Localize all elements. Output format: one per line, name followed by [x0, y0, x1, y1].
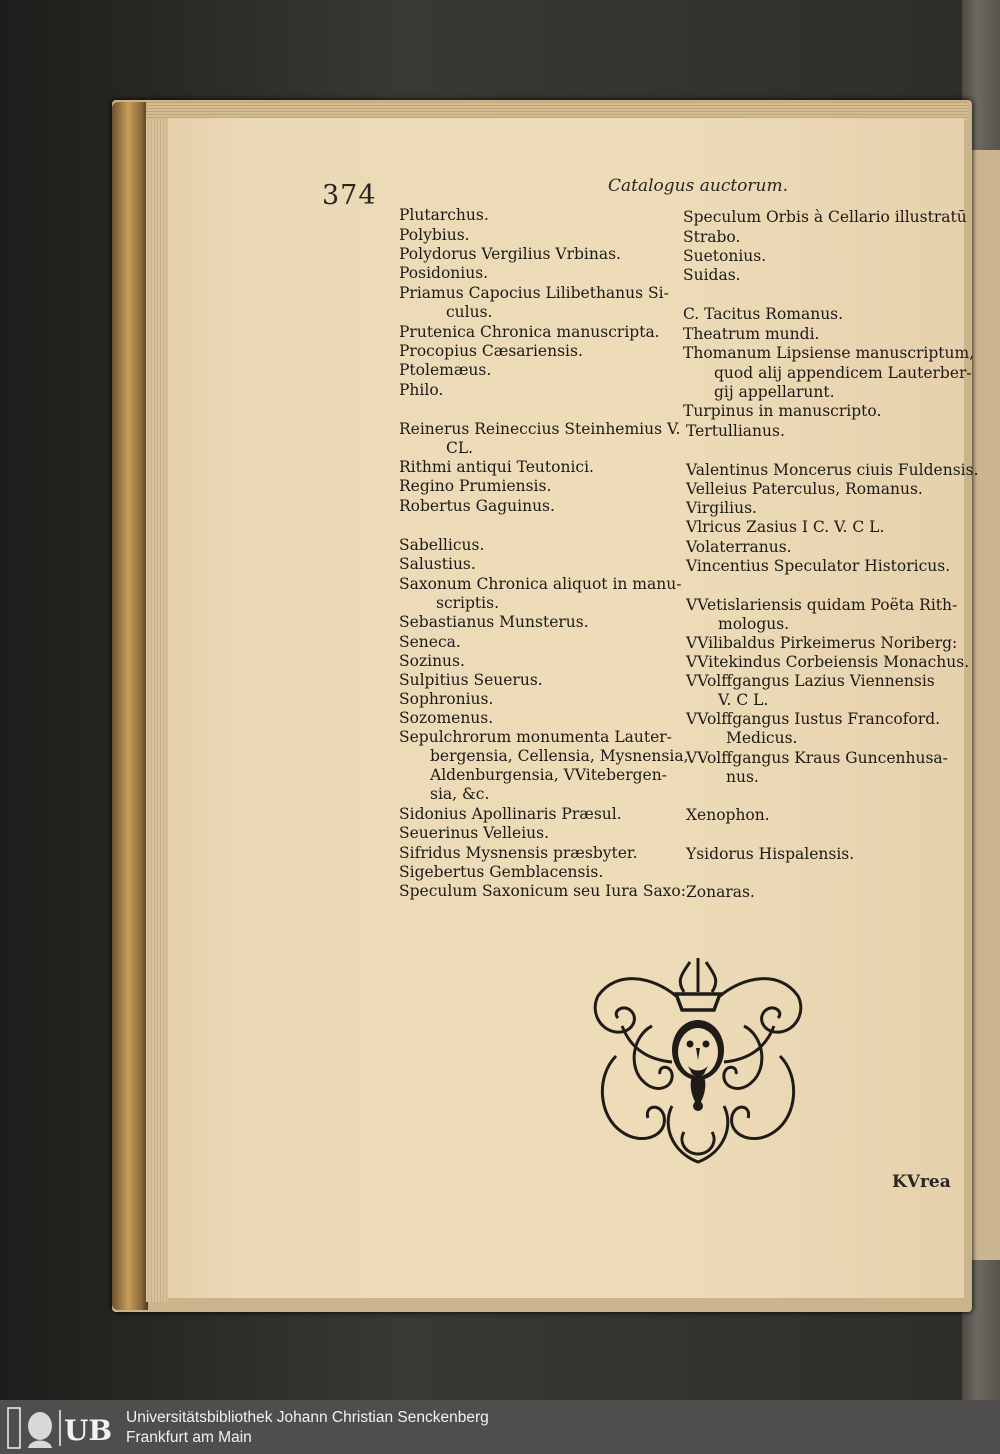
entry-right: Suetonius. [683, 247, 767, 265]
woodcut-ornament [592, 956, 804, 1168]
entry-right: Zonaras. [686, 883, 755, 901]
adjacent-page [968, 150, 1000, 1260]
ub-logo-text: UB [64, 1414, 113, 1447]
entry-left: Speculum Saxonicum seu Iura Saxo: [399, 882, 686, 900]
entry-left: Robertus Gaguinus. [399, 497, 555, 515]
entry-left: Sabellicus. [399, 536, 485, 554]
entry-right: Theatrum mundi. [683, 325, 820, 343]
entry-right-continuation: gij appellarunt. [714, 383, 835, 401]
ub-logo [6, 1406, 116, 1450]
entry-left: Saxonum Chronica aliquot in manu- [399, 575, 682, 593]
entry-left: Procopius Cæsariensis. [399, 342, 583, 360]
entry-right: Ysidorus Hispalensis. [686, 845, 855, 863]
entry-left: Salustius. [399, 555, 476, 573]
entry-right-continuation: quod alij appendicem Lauterber- [714, 364, 972, 382]
entry-left: Ptolemæus. [399, 361, 492, 379]
entry-left: Priamus Capocius Lilibethanus Si- [399, 284, 669, 302]
entry-left: Sifridus Mysnensis præsbyter. [399, 844, 638, 862]
entry-right-continuation: nus. [726, 768, 759, 786]
footer-library-name: Universitätsbibliothek Johann Christian Senckenberg [126, 1409, 489, 1426]
entry-left: Plutarchus. [399, 206, 489, 224]
entry-right: Valentinus Moncerus ciuis Fuldensis. [686, 461, 979, 479]
entry-left-continuation: bergensia, Cellensia, Mysnensia, [430, 747, 689, 765]
entry-left: Regino Prumiensis. [399, 477, 552, 495]
entry-right: Volaterranus. [686, 538, 792, 556]
entry-right-continuation: V. C L. [718, 691, 769, 709]
catchword: KVrea [892, 1172, 951, 1192]
entry-right: Suidas. [683, 266, 741, 284]
entry-right: Thomanum Lipsiense manuscriptum, [683, 344, 975, 362]
entry-right: Vincentius Speculator Historicus. [686, 557, 951, 575]
entry-right: Strabo. [683, 228, 741, 246]
entry-left: Philo. [399, 381, 444, 399]
entry-right: VVetislariensis quidam Poëta Rith- [686, 596, 958, 614]
entry-left: Seneca. [399, 633, 461, 651]
entry-right: VVolffgangus Lazius Viennensis [686, 672, 935, 690]
entry-right: VVolffgangus Iustus Francoford. [686, 710, 941, 728]
entry-left: Seuerinus Velleius. [399, 824, 550, 842]
entry-right-continuation: mologus. [718, 615, 790, 633]
entry-right: Turpinus in manuscripto. [683, 402, 882, 420]
entry-left: Sigebertus Gemblacensis. [399, 863, 604, 881]
entry-left: Prutenica Chronica manuscripta. [399, 323, 660, 341]
entry-left-continuation: Aldenburgensia, VVitebergen- [430, 766, 667, 784]
entry-right: VVilibaldus Pirkeimerus Noriberg: [686, 634, 958, 652]
entry-left: Sidonius Apollinaris Præsul. [399, 805, 622, 823]
entry-left: Polydorus Vergilius Vrbinas. [399, 245, 621, 263]
entry-left: Rithmi antiqui Teutonici. [399, 458, 594, 476]
entry-right: Xenophon. [686, 806, 770, 824]
footer-library-city: Frankfurt am Main [126, 1429, 252, 1446]
page-number: 374 [322, 180, 377, 211]
entry-right: Virgilius. [686, 499, 757, 517]
entry-right: Velleius Paterculus, Romanus. [686, 480, 923, 498]
entry-left-continuation: sia, &c. [430, 785, 490, 803]
entry-left-continuation: scriptis. [436, 594, 499, 612]
entry-left: Sepulchrorum monumenta Lauter- [399, 728, 672, 746]
entry-left-continuation: CL. [446, 439, 474, 457]
entry-left: Sozinus. [399, 652, 465, 670]
entry-right: Tertullianus. [686, 422, 785, 440]
running-head: Catalogus auctorum. [608, 176, 789, 196]
entry-left-continuation: culus. [446, 303, 493, 321]
entry-left: Reinerus Reineccius Steinhemius V. [399, 420, 681, 438]
page-block-edge [146, 116, 168, 1302]
entry-right: Vlricus Zasius I C. V. C L. [686, 518, 885, 536]
entry-right: VVolffgangus Kraus Guncenhusa- [686, 749, 948, 767]
entry-left: Sulpitius Seuerus. [399, 671, 543, 689]
entry-left: Sozomenus. [399, 709, 494, 727]
entry-left: Polybius. [399, 226, 470, 244]
entry-right-continuation: Medicus. [726, 729, 798, 747]
entry-right: C. Tacitus Romanus. [683, 305, 844, 323]
entry-right: Speculum Orbis à Cellario illustratū [683, 208, 967, 226]
entry-right: VVitekindus Corbeiensis Monachus. [686, 653, 970, 671]
entry-left: Sophronius. [399, 690, 494, 708]
book-spine [112, 102, 148, 1310]
entry-left: Posidonius. [399, 264, 489, 282]
entry-left: Sebastianus Munsterus. [399, 613, 589, 631]
